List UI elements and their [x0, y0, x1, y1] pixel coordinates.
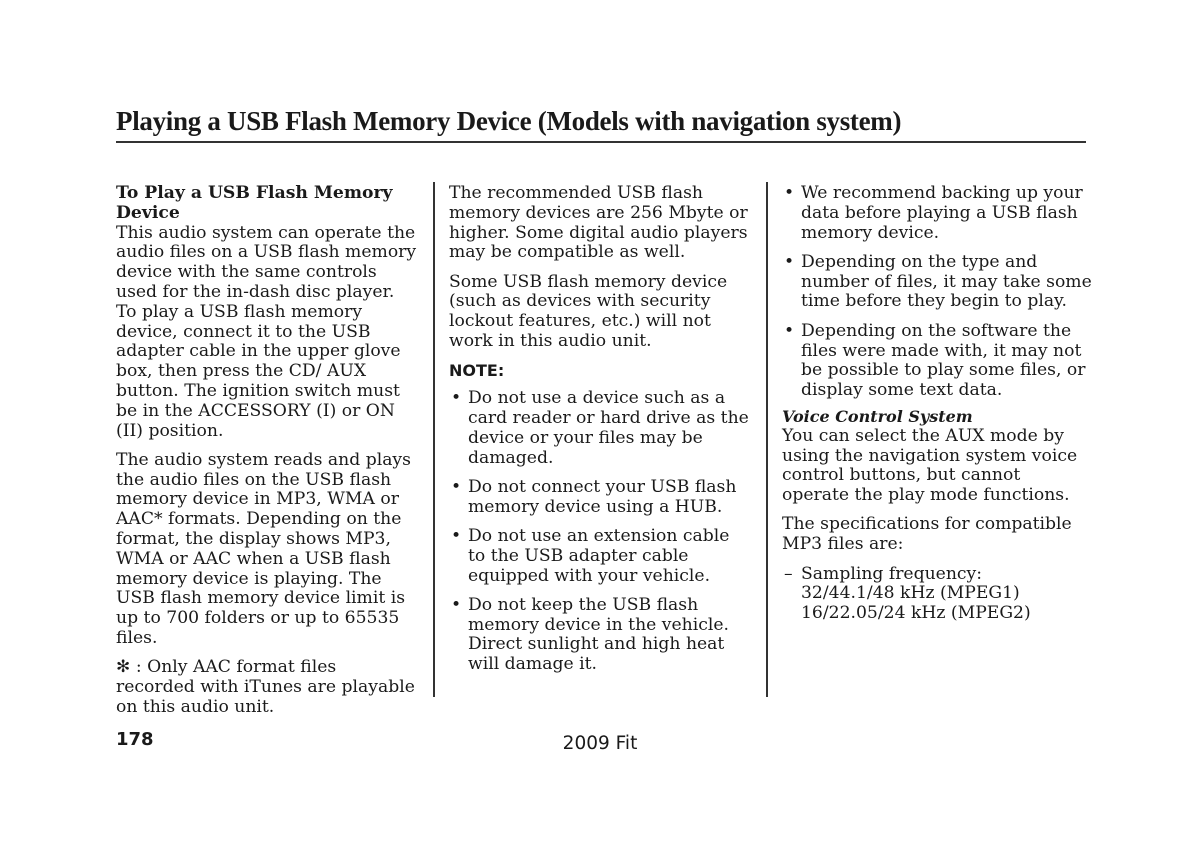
list-item	[449, 478, 749, 518]
intro-paragraph: This audio system can operate the audio files on a USB flash memory device with the same controls used for the in-dash disc player. To play a USB flash memory device, connect it to the USB adapter cable in the upper glove box, then press the CD/ AUX button. The ignition switch must be in the ACCESSORY (I) or ON (II) position.	[116, 222, 417, 441]
dash-icon: –	[784, 563, 793, 584]
footer-model: 2009 Fit	[562, 733, 638, 754]
voice-control-paragraph: You can select the AUX mode by using the navigation system voice control buttons, but cannot operate the play mode functions.	[782, 425, 1078, 506]
list-item-text: Depending on the type and number of files, it may take some time before they begin to play.	[801, 251, 1092, 312]
bullet-icon: •	[784, 320, 795, 341]
footnote: ✻ : Only AAC format files recorded with iTunes are playable on this audio unit.	[116, 657, 415, 717]
column-3	[782, 184, 1092, 624]
list-item	[782, 253, 1092, 312]
spec-label: Sampling frequency:	[801, 563, 983, 584]
bullet-icon: •	[784, 183, 795, 203]
list-item-text: Do not use a device such as a card reader or hard drive as the device or your files may be damaged.	[468, 388, 749, 468]
bullet-icon: •	[451, 525, 462, 546]
incompatible-devices-paragraph: Some USB flash memory device (such as devices with security lockout features, etc.) will not work in this audio unit.	[449, 271, 728, 352]
bullet-icon: •	[451, 594, 462, 615]
column-divider-1	[433, 182, 435, 697]
list-item-text: Do not use an extension cable to the USB adapter cable equipped with your vehicle.	[468, 525, 730, 586]
note-list	[449, 389, 749, 675]
bullet-icon: •	[451, 476, 462, 497]
title-rule	[116, 141, 1086, 143]
page-title: Playing a USB Flash Memory Device (Models with navigation system)	[116, 106, 902, 136]
list-item	[449, 389, 749, 468]
formats-paragraph: The audio system reads and plays the audio files on the USB flash memory device in MP3, WMA or AAC* formats. Depending on the format, the display shows MP3, WMA or AAC when a USB flash memory device is playing. The USB flash memory device limit is up to 700 folders or up to 65535 files.	[116, 449, 411, 649]
list-item-text: Do not connect your USB flash memory device using a HUB.	[468, 476, 737, 517]
spec-line-mpeg2: 16/22.05/24 kHz (MPEG2)	[801, 603, 1031, 624]
list-item	[782, 322, 1092, 401]
list-item	[449, 596, 749, 675]
bullet-icon: •	[451, 388, 462, 409]
list-item-text: We recommend backing up your data before playing a USB flash memory device.	[801, 183, 1083, 243]
list-item-text: Depending on the software the files were made with, it may not be possible to play some files, or display some text data.	[801, 320, 1086, 401]
tips-list	[782, 184, 1092, 401]
list-item	[782, 184, 1092, 243]
spec-line-mpeg1: 32/44.1/48 kHz (MPEG1)	[801, 583, 1020, 604]
bullet-icon: •	[784, 251, 795, 272]
voice-control-heading: Voice Control System	[782, 406, 973, 426]
spec-item	[782, 565, 1092, 624]
column-divider-2	[766, 182, 768, 697]
column-1	[116, 184, 420, 727]
list-item-text: Do not keep the USB flash memory device in the vehicle. Direct sunlight and high heat will damage it.	[468, 594, 729, 675]
spec-intro: The specifications for compatible MP3 files are:	[782, 514, 1072, 555]
column-2	[449, 184, 749, 685]
recommended-devices-paragraph: The recommended USB flash memory devices are 256 Mbyte or higher. Some digital audio players may be compatible as well.	[449, 183, 748, 263]
list-item	[449, 527, 749, 586]
page-number: 178	[116, 729, 154, 750]
note-label: NOTE:	[449, 361, 505, 381]
section-heading: To Play a USB Flash Memory Device	[116, 183, 393, 223]
